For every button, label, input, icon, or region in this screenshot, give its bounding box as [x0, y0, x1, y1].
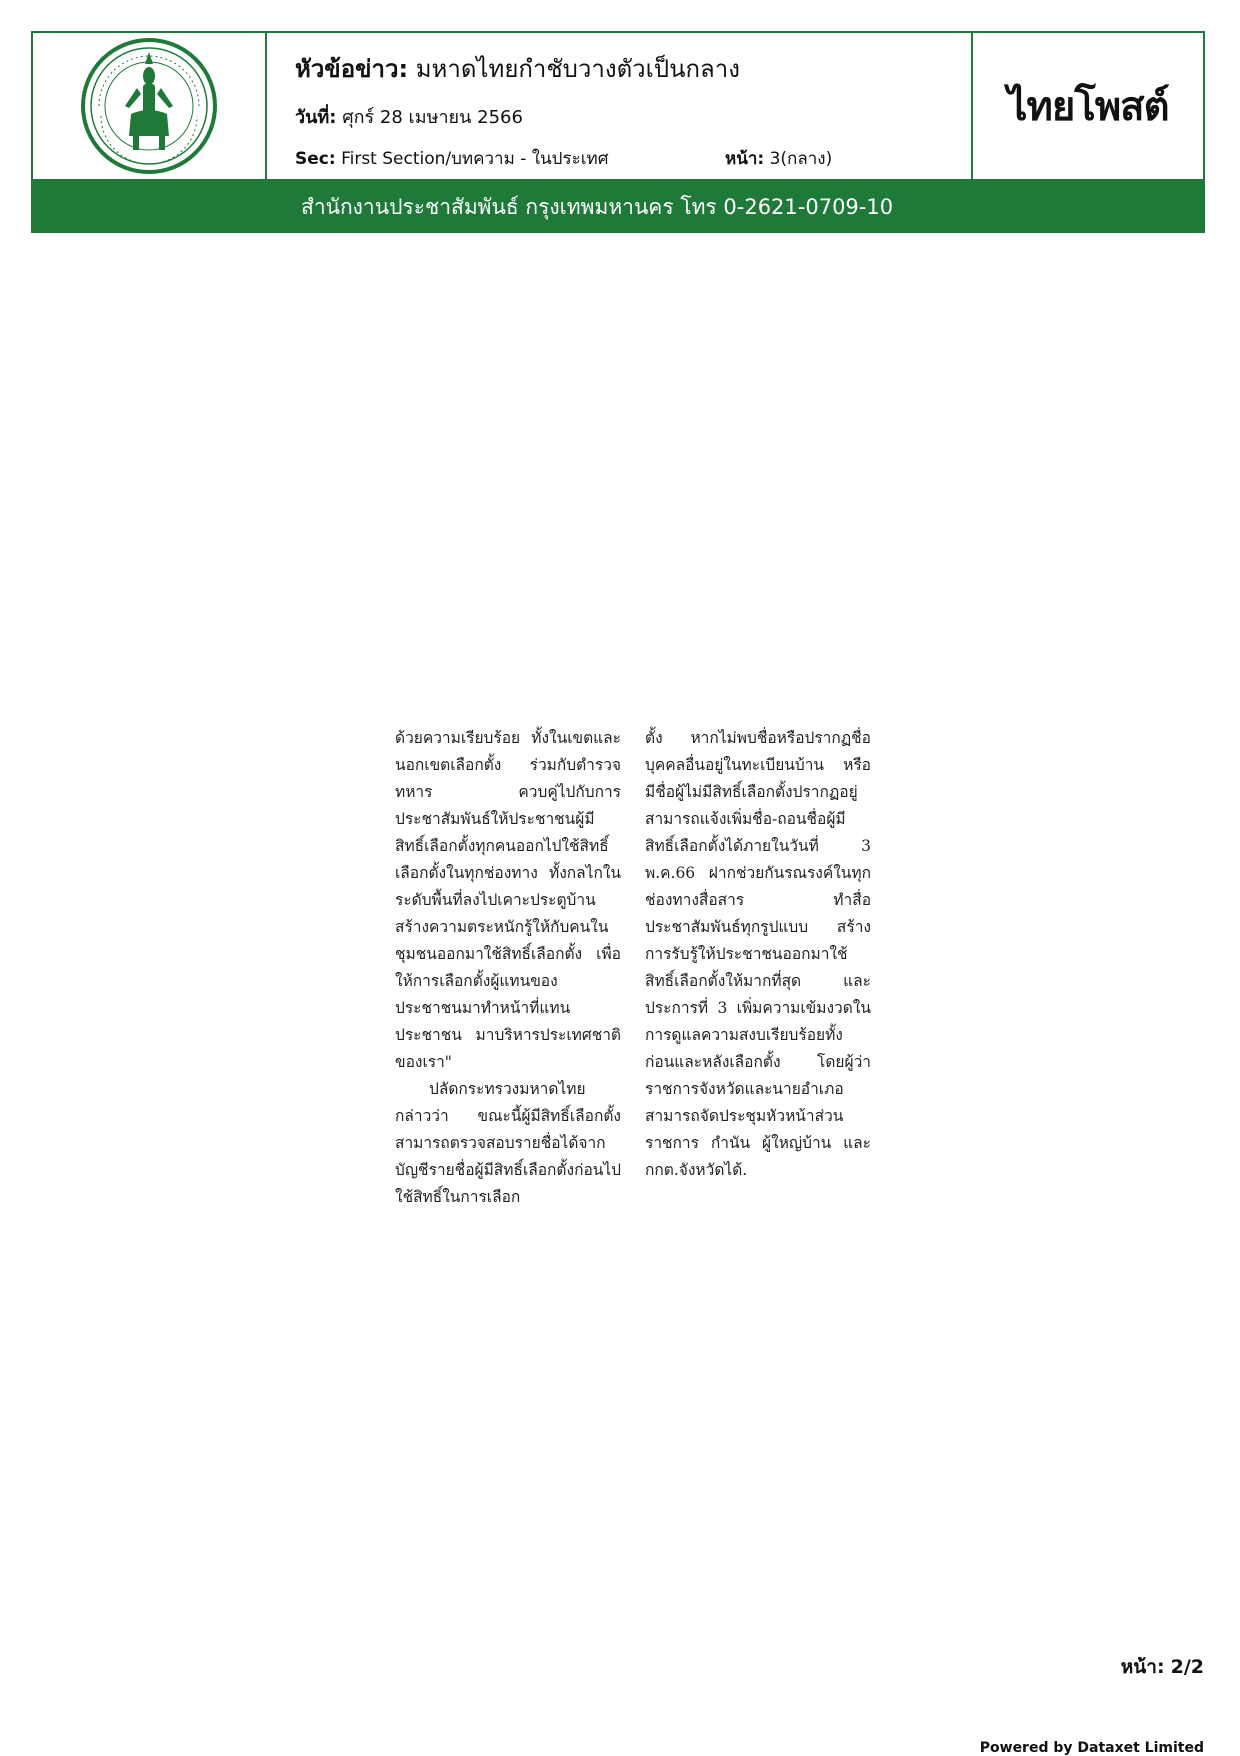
section-text: First Section/บทความ - ในประเทศ [341, 149, 609, 169]
article-column-1 [395, 725, 621, 1211]
article-paragraph: ปลัดกระทรวงมหาดไทยกล่าวว่า ขณะนี้ผู้มีสิทธิ์เลือกตั้งสามารถตรวจสอบรายชื่อได้จากบัญชีรายชื่อผู้มีสิทธิ์เลือกตั้งก่อนไปใช้สิทธิ์ในการเลือก [395, 1080, 621, 1206]
footer-page-text: 2/2 [1170, 1656, 1204, 1678]
article-column-2 [645, 725, 871, 1211]
article-paragraph: ตั้ง หากไม่พบชื่อหรือปรากฏชื่อบุคคลอื่นอยู่ในทะเบียนบ้าน หรือมีชื่อผู้ไม่มีสิทธิ์เลือกตั้งปรากฏอยู่ สามารถแจ้งเพิ่มชื่อ-ถอนชื่อผู้มีสิทธิ์เลือกตั้งได้ภายในวันที่ 3 พ.ค.66 ฝากช่วยกันรณรงค์ในทุกช่องทางสื่อสาร ทำสื่อประชาสัมพันธ์ทุกรูปแบบ สร้างการรับรู้ให้ประชาชนออกมาใช้สิทธิ์เลือกตั้งให้มากที่สุด และประการที่ 3 เพิ่มความเข้มงวดในการดูแลความสงบเรียบร้อยทั้งก่อนและหลังเลือกตั้ง โดยผู้ว่าราชการจังหวัดและนายอำเภอสามารถจัดประชุมหัวหน้าส่วนราชการ กำนัน ผู้ใหญ่บ้าน และ กกต.จังหวัดได้. [645, 729, 871, 1179]
page-label: หน้า: [725, 149, 765, 169]
article-paragraph: ด้วยความเรียบร้อย ทั้งในเขตและนอกเขตเลือกตั้ง ร่วมกับตำรวจ ทหาร ควบคู่ไปกับการประชาสัมพันธ์ให้ประชาชนผู้มีสิทธิ์เลือกตั้งทุกคนออกไปใช้สิทธิ์เลือกตั้งในทุกช่องทาง ทั้งกลไกในระดับพื้นที่ลงไปเคาะประตูบ้าน สร้างความตระหนักรู้ให้กับคนในชุมชนออกมาใช้สิทธิ์เลือกตั้ง เพื่อให้การเลือกตั้งผู้แทนของประชาชนมาทำหน้าที่แทนประชาชน มาบริหารประเทศชาติของเรา" [395, 729, 621, 1071]
headline-text: มหาดไทยกำชับวางตัวเป็นกลาง [415, 55, 740, 83]
footer-page-label: หน้า: [1120, 1656, 1165, 1678]
section-label: Sec: [295, 149, 336, 169]
section-info [295, 145, 725, 172]
article-columns [395, 725, 875, 1211]
logo-cell [33, 33, 267, 179]
footer-page-number [1121, 1652, 1204, 1682]
page-info [725, 145, 832, 172]
powered-by: Powered by Dataxet Limited [979, 1740, 1204, 1756]
page-text: 3(กลาง) [769, 149, 833, 169]
info-cell [267, 33, 973, 179]
publication-name: ไทยโพสต์ [1007, 84, 1169, 130]
date-text: ศุกร์ 28 เมษายน 2566 [342, 107, 523, 128]
headline-line [295, 49, 943, 88]
clipping-header [31, 31, 1205, 181]
pr-office-band [31, 181, 1205, 233]
headline-label: หัวข้อข่าว: [295, 55, 409, 83]
bangkok-seal-icon [79, 36, 219, 176]
brand-cell [973, 33, 1203, 179]
section-line [295, 145, 943, 172]
date-line [295, 102, 943, 131]
pr-office-text: สำนักงานประชาสัมพันธ์ กรุงเทพมหานคร โทร 0-2621-0709-10 [301, 194, 894, 219]
date-label: วันที่: [295, 107, 337, 128]
